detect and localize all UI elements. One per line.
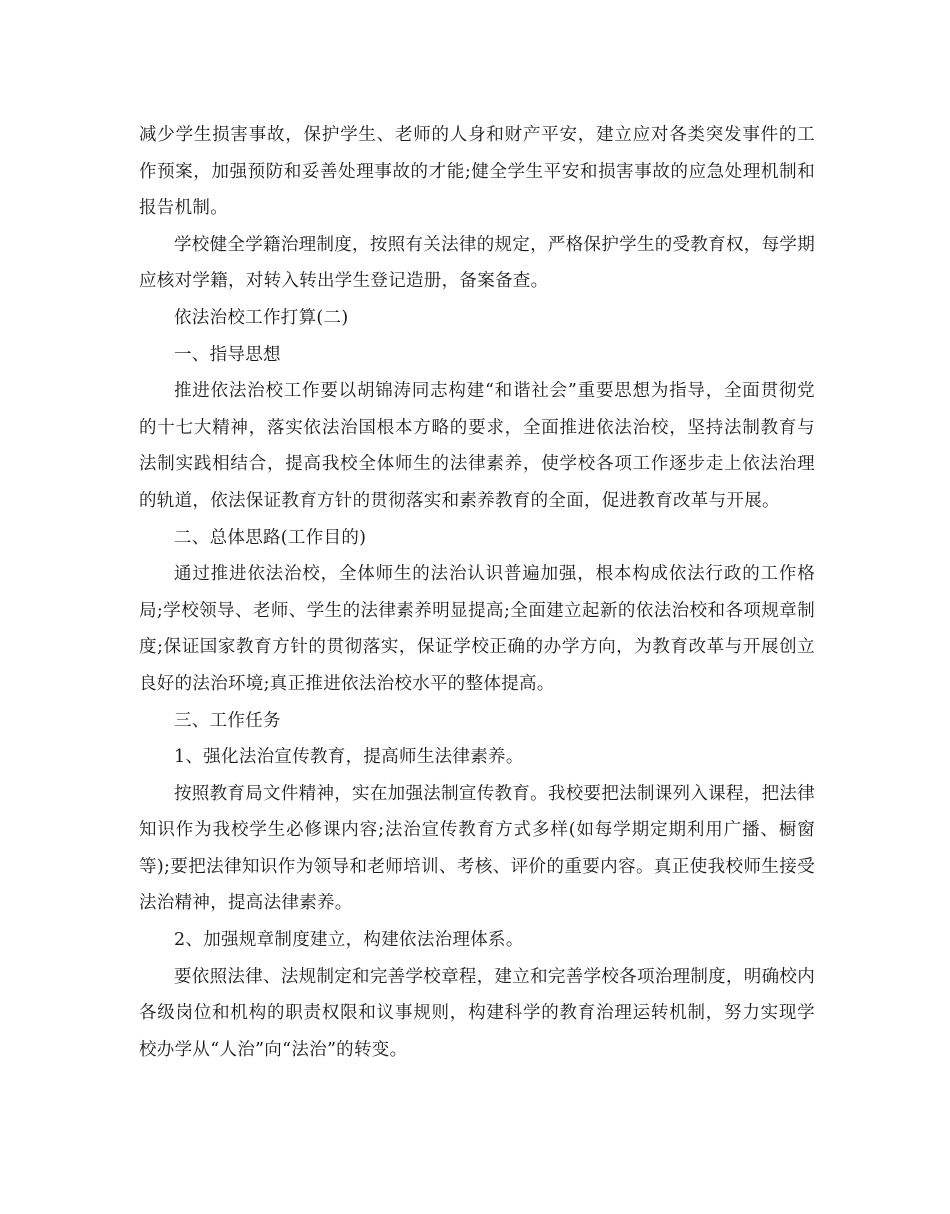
paragraph-overall-approach: 通过推进依法治校，全体师生的法治认识普遍加强，根本构成依法行政的工作格局;学校领导、老师、学生的法律素养明显提高;全面建立起新的依法治校和各项规章制度;保证国家教育方针的贯彻落实，保证学校正确的办学方向，为教育改革与开展创立良好的法治环境;真正推进依法治校水平的整体提高。 (139, 564, 815, 694)
paragraph-task-one: 按照教育局文件精神，实在加强法制宣传教育。我校要把法制课列入课程，把法律知识作为我校学生必修课内容;法治宣传教育方式多样(如每学期定期利用广播、橱窗等);要把法律知识作为领导和老师培训、考核、评价的重要内容。真正使我校师生接受法治精神，提高法律素养。 (139, 783, 815, 914)
subheading-task-one: 1、强化法治宣传教育，提高师生法律素养。 (174, 747, 524, 768)
document-body (139, 117, 815, 1068)
section-title-plan-two: 依法治校工作打算(二) (174, 307, 349, 328)
paragraph-guiding-thought: 推进依法治校工作要以胡锦涛同志构建“和谐社会”重要思想为指导，全面贯彻党的十七大精神，落实依法治国根本方略的要求，全面推进依法治校，坚持法制教育与法制实践相结合，提高我校全体师生的法律素养，使学校各项工作逐步走上依法治理的轨道，依法保证教育方针的贯彻落实和素养教育的全面，促进教育改革与开展。 (139, 381, 815, 511)
paragraph-task-two: 要依照法律、法规制定和完善学校章程，建立和完善学校各项治理制度，明确校内各级岗位和机构的职责权限和议事规则，构建科学的教育治理运转机制，努力实现学校办学从“人治”向“法治”的转变。 (139, 966, 815, 1060)
heading-work-tasks: 三、工作任务 (174, 710, 281, 731)
subheading-task-two: 2、加强规章制度建立，构建依法治理体系。 (174, 930, 524, 951)
paragraph-student-records: 学校健全学籍治理制度，按照有关法律的规定，严格保护学生的受教育权，每学期应核对学籍，对转入转出学生登记造册，备案备查。 (139, 234, 815, 292)
paragraph-continuation: 减少学生损害事故，保护学生、老师的人身和财产平安，建立应对各类突发事件的工作预案，加强预防和妥善处理事故的才能;健全学生平安和损害事故的应急处理机制和报告机制。 (139, 125, 815, 219)
heading-overall-approach: 二、总体思路(工作目的) (174, 527, 367, 548)
heading-guiding-thought: 一、指导思想 (174, 344, 281, 365)
